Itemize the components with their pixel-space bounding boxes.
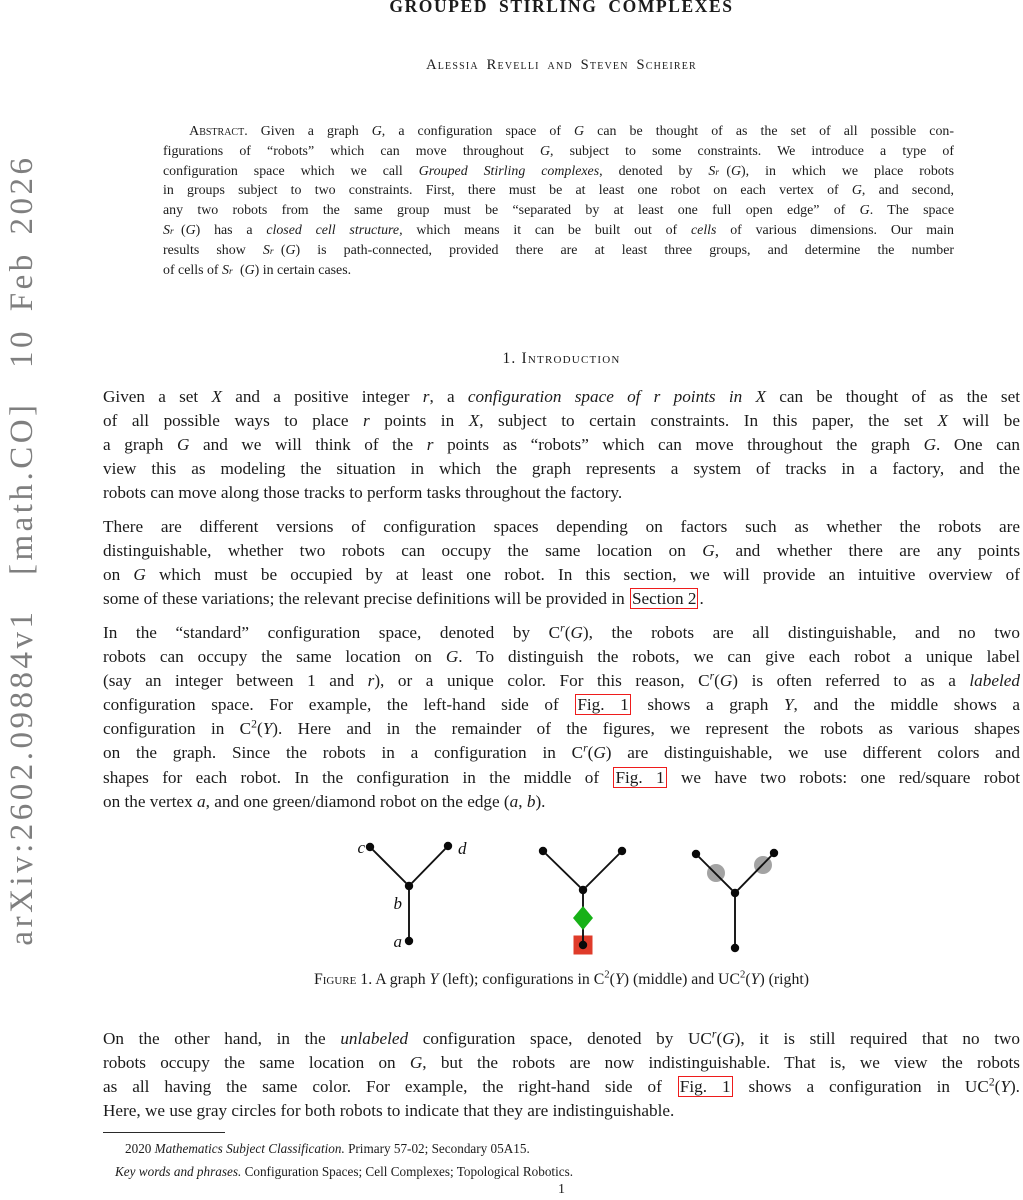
text-line: On the other hand, in the unlabeled configuration space, denoted by $UC^r(G)$, it is still required that no two [103,1027,1020,1048]
graph-edge [696,854,735,893]
footnote-rule [103,1132,225,1133]
text-line: $S_{r⃗}(G)$ has a closed cell structure, which means it can be built out of cells of various dimensions. Our main [163,222,954,238]
ref-link[interactable]: Fig. 1 [615,767,665,787]
text-line: on the vertex a, and one green/diamond robot on the edge (a, b). [103,791,546,811]
paragraph-3 [103,621,1020,814]
text-line: as all having the same color. For example, the right-hand side of Fig. 1 shows a configuration in $UC^2(Y)$. [103,1075,1020,1097]
text-line: on G which must be occupied by at least one robot. In this section, we will provide an intuitive overview of [103,565,1020,585]
text-line: There are different versions of configuration spaces depending on factors such as whether the robots are [103,517,1020,536]
graph-edge [583,851,622,890]
graph-vertex [731,944,739,952]
robot-green-diamond [573,906,593,930]
graph-vertex [366,843,374,851]
abstract [163,122,954,280]
graph-vertex [770,849,778,857]
paper-title: GROUPED STIRLING COMPLEXES [389,0,734,16]
figure-canvas [340,832,800,972]
ref-link[interactable]: Fig. 1 [679,1077,731,1097]
paragraph-2 [103,515,1020,611]
graph-vertex [579,941,587,949]
text-line: robots can occupy the same location on G. To distinguish the robots, we can give each robot a unique label [103,647,1020,667]
footnotes [103,1137,1020,1183]
text-line: robots occupy the same location on G, but the robots are now indistinguishable. That is, we view the robots [103,1053,1020,1073]
graph-edge [409,846,448,886]
paper-authors: Alessia Revelli and Steven Scheirer [426,57,697,73]
text-line: view this as modeling the situation in which the graph represents a system of tracks in a factory, and the [103,459,1020,479]
ref-link[interactable]: Section 2 [631,589,697,609]
text-line: Abstract. Given a graph G, a configuration space of G can be thought of as the set of all possible con- [189,124,954,139]
text-line: a graph G and we will think of the r points as “robots” which can move throughout the graph G. One can [103,435,1020,455]
footnote-keywords: Key words and phrases. Configuration Spaces; Cell Complexes; Topological Robotics. [115,1164,574,1179]
graph-vertex [444,842,452,850]
graph-vertex [405,882,413,890]
text-line: distinguishable, whether two robots can occupy the same location on G, and whether there are any points [103,541,1021,561]
graph-edge [543,851,583,890]
text-line: on the graph. Since the robots in a configuration in $C^r(G)$ are distinguishable, we use different colors and [103,741,1020,763]
figure-caption: Figure 1. A graph Y (left); configurations in $C^2(Y)$ (middle) and $UC^2(Y)$ (right) [313,968,810,988]
graph-edge [370,847,409,886]
graph-vertex [692,850,700,858]
ref-link[interactable]: Fig. 1 [577,695,629,715]
text-line: any two robots from the same group must be “separated by at least one full open edge” of G. The space [163,203,954,219]
paragraph-1 [103,385,1020,505]
graph-vertex [618,847,626,855]
page-number: 1 [558,1182,565,1197]
text-line: Given a set X and a positive integer r, a configuration space of r points in X can be thought of as the set [103,387,1020,406]
text-line: Here, we use gray circles for both robots to indicate that they are indistinguishable. [103,1101,675,1121]
vertex-label: b [393,894,402,913]
vertex-label: c [357,838,365,857]
text-line: some of these variations; the relevant precise definitions will be provided in Section 2 . [103,589,704,609]
graph-vertex [579,886,587,894]
text-line: In the “standard” configuration space, denoted by $C^r(G)$, the robots are all distinguishable, and no two [103,621,1020,642]
graph-vertex [405,937,413,945]
text-line: robots can move along those tracks to perform tasks throughout the factory. [103,483,623,503]
text-line: of all possible ways to place r points in X, subject to certain constraints. In this paper, the set X will be [103,411,1020,431]
vertex-label: d [458,839,467,858]
graph-vertex [539,847,547,855]
arxiv-watermark: arXiv:2602.09884v1 [math.CO] 10 Feb 2026 [4,154,40,946]
text-line: configuration space. For example, the left-hand side of Fig. 1 shows a graph Y, and the middle shows a [103,695,1020,715]
text-line: configuration space which we call Grouped Stirling complexes, denoted by $S_{r⃗}(G)$, in which we place robots [163,163,954,179]
text-line: figurations of “robots” which can move throughout G, subject to some constraints. We introduce a type of [163,143,954,159]
section-heading: 1. Introduction [502,350,621,367]
graph-edge [735,853,774,893]
vertex-label: a [393,932,402,951]
text-line: (say an integer between 1 and r), or a unique color. For this reason, $C^r(G)$ is often referred to as a labeled [103,669,1020,691]
text-line: configuration in $C^2(Y)$. Here and in the remainder of the figures, we represent the robots as various shapes [103,717,1020,739]
text-line: shapes for each robot. In the configuration in the middle of Fig. 1 we have two robots: one red/square robot [103,767,1020,787]
graph-vertex [731,889,739,897]
footnote-msc: 2020 Mathematics Subject Classification. Primary 57-02; Secondary 05A15. [125,1141,530,1156]
text-line: results show $S_{r⃗}(G)$ is path-connected, provided there are at least three groups, and determine the number [163,242,954,258]
text-line: of cells of $S_{r⃗}(G)$ in certain cases. [163,262,352,278]
text-line: in groups subject to two constraints. First, there must be at least one robot on each vertex of G, and second, [163,183,954,199]
paragraph-4 [103,1027,1020,1123]
